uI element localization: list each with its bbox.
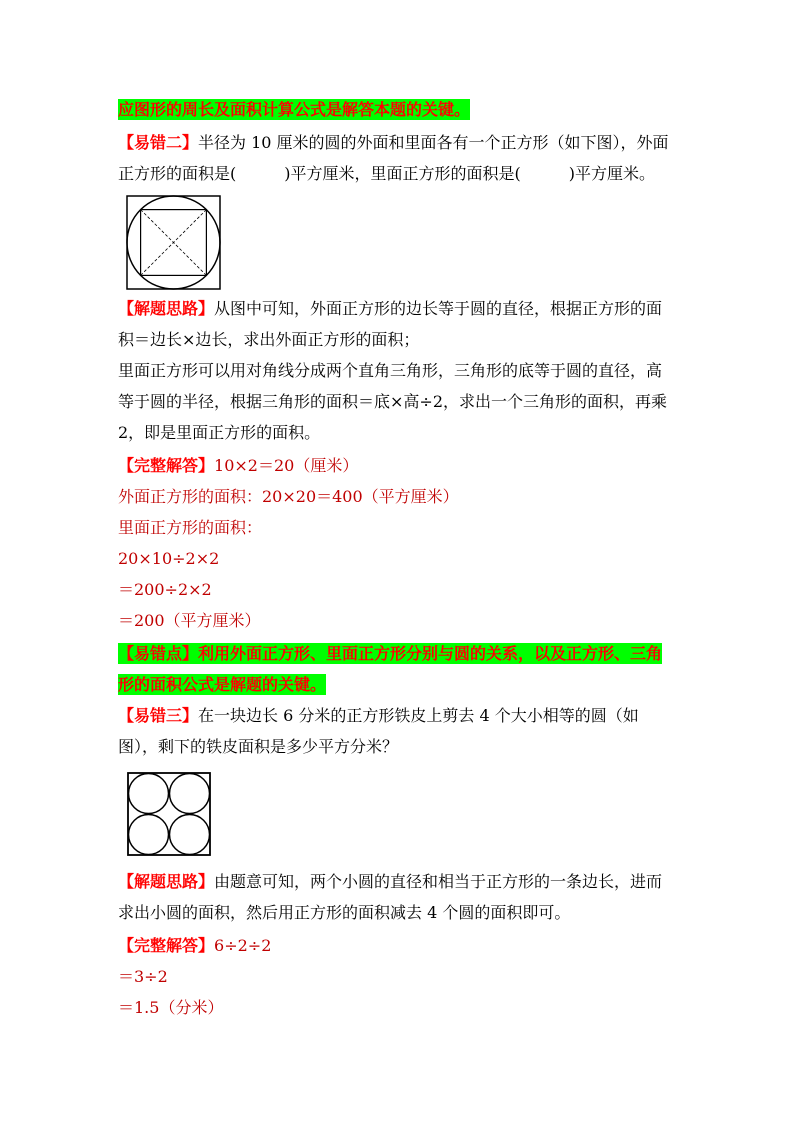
highlight-text: 形的面积公式是解题的关键。 xyxy=(118,675,327,694)
answer-text: 10×2＝20（厘米） xyxy=(214,456,359,475)
key-point-line-1 xyxy=(118,100,470,120)
answer-3-text: 6÷2÷2 xyxy=(214,936,272,955)
circle-square-figure xyxy=(126,195,221,290)
answer-line-6: ＝200（平方厘米） xyxy=(118,611,261,630)
question-3-text: 在一块边长 6 分米的正方形铁皮上剪去 4 个大小相等的圆（如 xyxy=(198,706,639,725)
solution-idea-line-2: 积＝边长×边长，求出外面正方形的面积； xyxy=(118,330,420,349)
solution-idea-3-text: 由题意可知，两个小圆的直径和相当于正方形的一条边长，进而 xyxy=(214,872,663,891)
circle-top-left xyxy=(129,774,169,814)
solution-idea-3-line-2: 求出小圆的面积，然后用正方形的面积减去 4 个圆的面积即可。 xyxy=(118,903,571,922)
solution-idea-line-1 xyxy=(118,299,662,319)
answer-line-5: ＝200÷2×2 xyxy=(118,580,212,599)
question-2-tag: 【易错二】 xyxy=(118,133,199,152)
circle-bottom-right xyxy=(170,815,210,855)
question-3-tag: 【易错三】 xyxy=(118,706,199,725)
metal-square xyxy=(128,773,210,855)
error-point-line-1 xyxy=(118,644,662,664)
circle-bottom-left xyxy=(129,815,169,855)
solution-idea-text: 从图中可知，外面正方形的边长等于圆的直径，根据正方形的面 xyxy=(214,299,663,318)
answer-3-tag: 【完整解答】 xyxy=(118,936,215,955)
question-3-line-2: 图），剩下的铁皮面积是多少平方分米？ xyxy=(118,737,399,756)
highlight-text: 【易错点】利用外面正方形、里面正方形分别与圆的关系，以及正方形、三角 xyxy=(118,644,663,663)
solution-idea-line-5: 2，即是里面正方形的面积。 xyxy=(118,423,321,442)
answer-line-3: 里面正方形的面积： xyxy=(118,518,263,537)
solution-idea-3-tag: 【解题思路】 xyxy=(118,872,215,891)
diagonal-2 xyxy=(141,210,207,276)
answer-tag: 【完整解答】 xyxy=(118,456,215,475)
answer-3-line-2: ＝3÷2 xyxy=(118,967,168,986)
question-3-line-1 xyxy=(118,706,639,726)
solution-idea-3-line-1 xyxy=(118,872,662,892)
circle-top-right xyxy=(170,774,210,814)
highlight-text: 应图形的周长及面积计算公式是解答本题的关键。 xyxy=(118,100,471,119)
answer-3-line-1 xyxy=(118,936,271,956)
question-2-line-2: 正方形的面积是( )平方厘米，里面正方形的面积是( )平方厘米。 xyxy=(118,164,655,183)
solution-idea-line-4: 等于圆的半径，根据三角形的面积＝底×高÷2，求出一个三角形的面积，再乘 xyxy=(118,392,667,411)
question-2-text: 半径为 10 厘米的圆的外面和里面各有一个正方形（如下图），外面 xyxy=(198,133,669,152)
answer-line-1 xyxy=(118,456,358,476)
answer-line-4: 20×10÷2×2 xyxy=(118,549,220,568)
answer-3-line-3: ＝1.5（分米） xyxy=(118,998,224,1017)
solution-idea-tag: 【解题思路】 xyxy=(118,299,215,318)
four-circles-figure xyxy=(127,772,211,856)
solution-idea-line-3: 里面正方形可以用对角线分成两个直角三角形，三角形的底等于圆的直径，高 xyxy=(118,361,663,380)
question-2-line-1 xyxy=(118,133,669,153)
error-point-line-2 xyxy=(118,675,326,695)
answer-line-2: 外面正方形的面积：20×20＝400（平方厘米） xyxy=(118,487,459,506)
